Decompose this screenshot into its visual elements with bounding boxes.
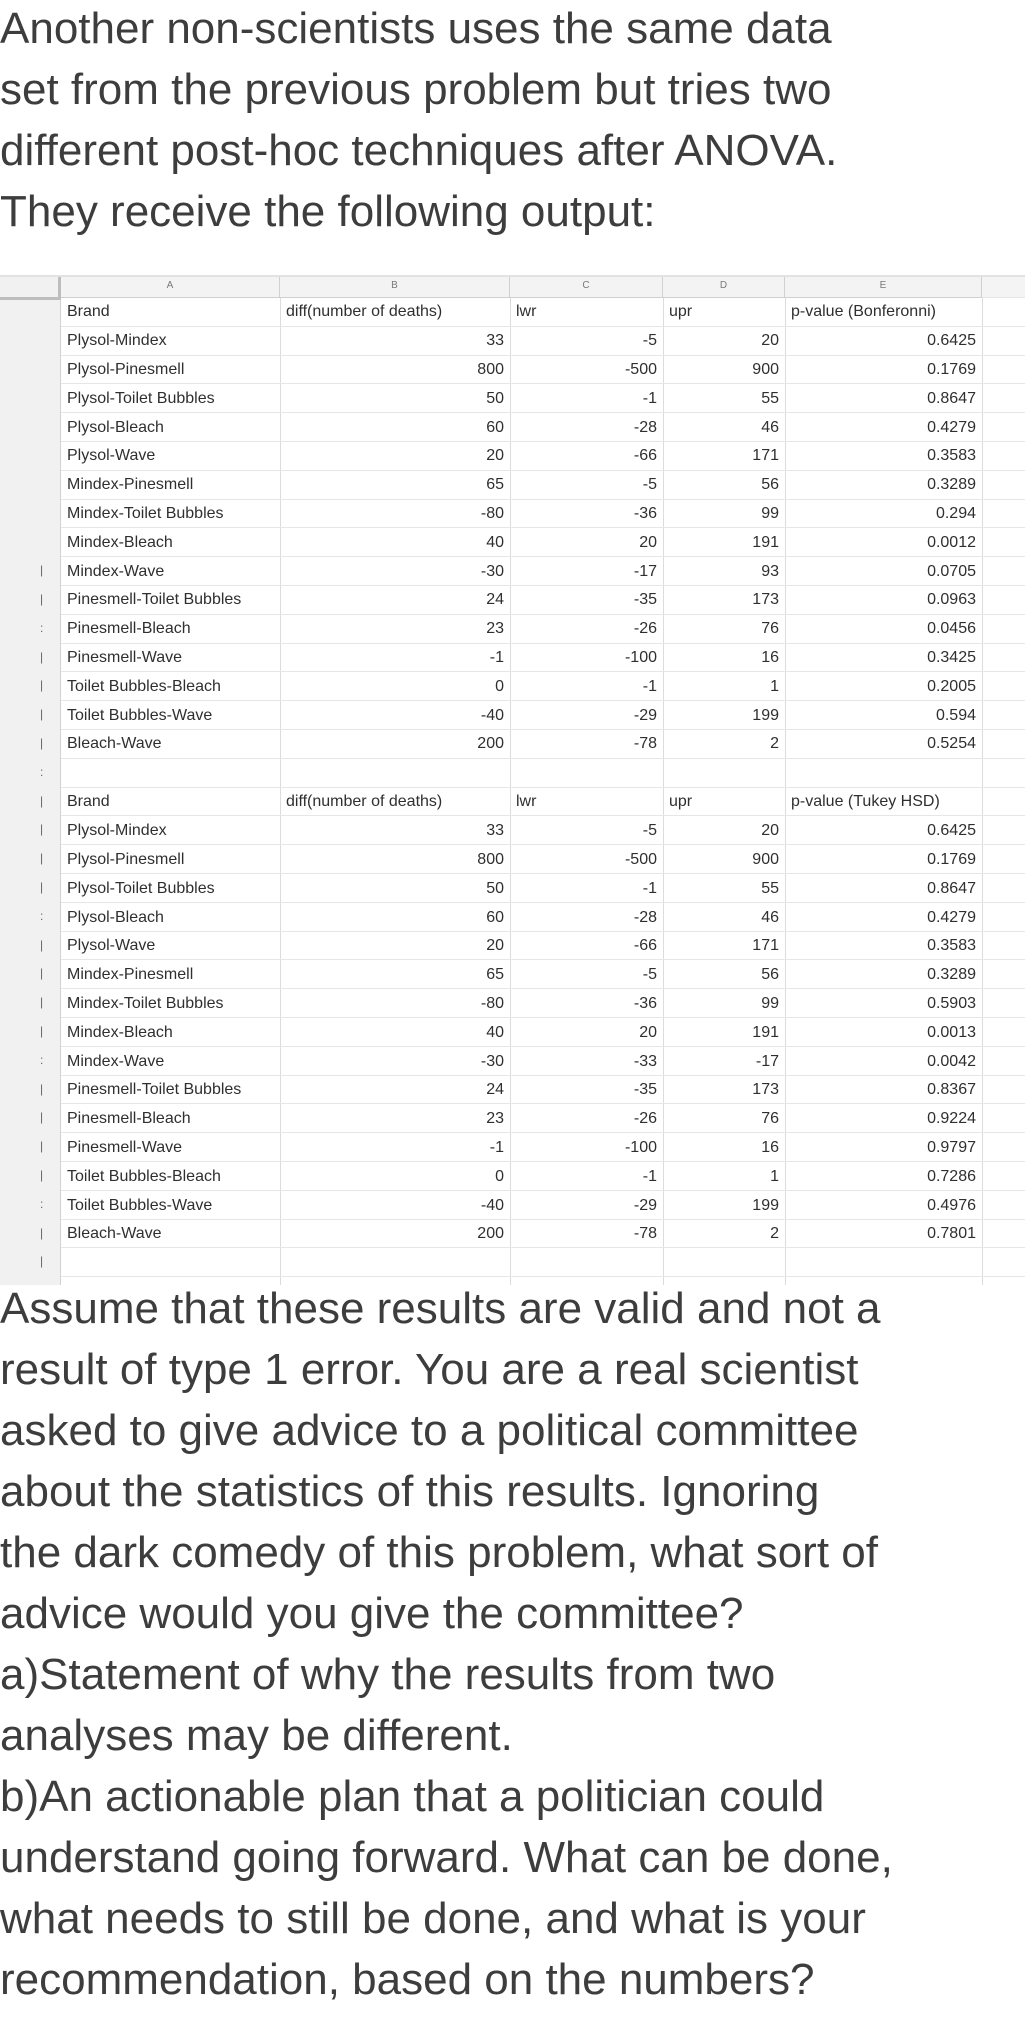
value-cell[interactable]: 173 bbox=[752, 1081, 779, 1099]
value-cell[interactable]: -17 bbox=[755, 1052, 779, 1070]
table-row bbox=[61, 442, 982, 471]
question-line: the dark comedy of this problem, what sort of bbox=[0, 1528, 878, 1577]
value-cell[interactable]: 0 bbox=[495, 1167, 504, 1185]
value-cell[interactable]: 20 bbox=[761, 822, 779, 840]
header-cell[interactable]: p-value (Bonferonni) bbox=[791, 303, 936, 321]
table-row bbox=[61, 1134, 982, 1163]
value-cell[interactable]: 0.0456 bbox=[927, 620, 976, 638]
value-cell[interactable]: 800 bbox=[477, 850, 504, 868]
brand-pair-cell[interactable]: Toilet Bubbles-Bleach bbox=[67, 1167, 221, 1185]
table-row bbox=[61, 615, 982, 644]
value-cell[interactable]: -36 bbox=[633, 504, 657, 522]
value-cell[interactable]: 65 bbox=[486, 476, 504, 494]
table-row bbox=[61, 644, 982, 673]
brand-pair-cell[interactable]: Mindex-Toilet Bubbles bbox=[67, 994, 224, 1012]
value-cell[interactable]: 65 bbox=[486, 966, 504, 984]
brand-pair-cell[interactable]: Mindex-Bleach bbox=[67, 1023, 173, 1041]
question-line: understand going forward. What can be done, bbox=[0, 1833, 893, 1882]
value-cell[interactable]: 33 bbox=[486, 822, 504, 840]
value-cell[interactable]: -66 bbox=[633, 937, 657, 955]
question-paragraph bbox=[0, 1278, 1025, 2010]
header-cell[interactable]: diff(number of deaths) bbox=[286, 793, 443, 811]
header-cell[interactable]: Brand bbox=[67, 303, 110, 321]
value-cell[interactable]: -35 bbox=[633, 591, 657, 609]
brand-pair-cell[interactable]: Plysol-Bleach bbox=[67, 418, 164, 436]
brand-pair-cell[interactable]: Bleach-Wave bbox=[67, 735, 162, 753]
table-row bbox=[61, 557, 982, 586]
value-cell[interactable]: 0.9224 bbox=[927, 1110, 976, 1128]
value-cell[interactable]: -17 bbox=[633, 562, 657, 580]
value-cell[interactable]: 16 bbox=[761, 648, 779, 666]
question-line: result of type 1 error. You are a real scientist bbox=[0, 1345, 859, 1394]
brand-pair-cell[interactable]: Pinesmell-Wave bbox=[67, 1138, 182, 1156]
table-row bbox=[61, 701, 982, 730]
value-cell[interactable]: 200 bbox=[477, 735, 504, 753]
value-cell[interactable]: -5 bbox=[642, 822, 657, 840]
value-cell[interactable]: -1 bbox=[642, 677, 657, 695]
value-cell[interactable]: 171 bbox=[752, 937, 779, 955]
value-cell[interactable]: -100 bbox=[624, 1138, 657, 1156]
table-row bbox=[61, 1191, 982, 1220]
header-cell[interactable]: upr bbox=[669, 303, 693, 321]
table-row bbox=[61, 730, 982, 759]
question-line: b)An actionable plan that a politician could bbox=[0, 1772, 825, 1821]
table-row bbox=[61, 1162, 982, 1191]
value-cell[interactable]: 20 bbox=[486, 937, 504, 955]
question-line: a)Statement of why the results from two bbox=[0, 1650, 776, 1699]
value-cell[interactable]: -40 bbox=[480, 1196, 504, 1214]
value-cell[interactable]: 24 bbox=[486, 591, 504, 609]
brand-pair-cell[interactable]: Pinesmell-Bleach bbox=[67, 1110, 191, 1128]
table-row bbox=[61, 903, 982, 932]
question-line: recommendation, based on the numbers? bbox=[0, 1955, 815, 2004]
value-cell[interactable]: 0.0042 bbox=[927, 1052, 976, 1070]
brand-pair-cell[interactable]: Plysol-Pinesmell bbox=[67, 850, 185, 868]
column-header-d[interactable]: D bbox=[663, 275, 785, 298]
value-cell[interactable]: 46 bbox=[761, 418, 779, 436]
row-number-gutter: | | : | | | | : | | | | : | | | | : | | | | : | | bbox=[0, 297, 61, 1285]
table-row bbox=[61, 413, 982, 442]
value-cell[interactable]: 20 bbox=[761, 332, 779, 350]
value-cell[interactable]: 33 bbox=[486, 332, 504, 350]
column-header-a[interactable]: A bbox=[61, 275, 280, 298]
value-cell[interactable]: -26 bbox=[633, 1110, 657, 1128]
header-row bbox=[61, 298, 982, 327]
value-cell[interactable]: 99 bbox=[761, 504, 779, 522]
value-cell[interactable]: 0.0012 bbox=[927, 533, 976, 551]
intro-line: Another non-scientists uses the same data bbox=[0, 4, 832, 53]
table-row bbox=[61, 990, 982, 1019]
value-cell[interactable]: 171 bbox=[752, 447, 779, 465]
brand-pair-cell[interactable]: Mindex-Pinesmell bbox=[67, 966, 194, 984]
value-cell[interactable]: -100 bbox=[624, 648, 657, 666]
value-cell[interactable]: 55 bbox=[761, 879, 779, 897]
value-cell[interactable]: 900 bbox=[752, 850, 779, 868]
value-cell[interactable]: -29 bbox=[633, 706, 657, 724]
header-cell[interactable]: p-value (Tukey HSD) bbox=[791, 793, 940, 811]
value-cell[interactable]: 93 bbox=[761, 562, 779, 580]
value-cell[interactable]: 191 bbox=[752, 533, 779, 551]
table-row bbox=[61, 586, 982, 615]
value-cell[interactable]: 173 bbox=[752, 591, 779, 609]
value-cell[interactable]: 0.6425 bbox=[927, 822, 976, 840]
brand-pair-cell[interactable]: Plysol-Mindex bbox=[67, 332, 167, 350]
table-row bbox=[61, 874, 982, 903]
header-cell[interactable]: diff(number of deaths) bbox=[286, 303, 443, 321]
value-cell[interactable]: 1 bbox=[770, 677, 779, 695]
value-cell[interactable]: 56 bbox=[761, 476, 779, 494]
value-cell[interactable]: -80 bbox=[480, 994, 504, 1012]
value-cell[interactable]: 0.0013 bbox=[927, 1023, 976, 1041]
brand-pair-cell[interactable]: Pinesmell-Toilet Bubbles bbox=[67, 591, 242, 609]
brand-pair-cell[interactable]: Toilet Bubbles-Wave bbox=[67, 706, 213, 724]
value-cell[interactable]: 40 bbox=[486, 1023, 504, 1041]
value-cell[interactable]: 0.4279 bbox=[927, 418, 976, 436]
value-cell[interactable]: 24 bbox=[486, 1081, 504, 1099]
value-cell[interactable]: 800 bbox=[477, 360, 504, 378]
value-cell[interactable]: -66 bbox=[633, 447, 657, 465]
value-cell[interactable]: 0.5254 bbox=[927, 735, 976, 753]
table-row bbox=[61, 1047, 982, 1076]
brand-pair-cell[interactable]: Pinesmell-Toilet Bubbles bbox=[67, 1081, 242, 1099]
value-cell[interactable]: 55 bbox=[761, 389, 779, 407]
value-cell[interactable]: 0.6425 bbox=[927, 332, 976, 350]
column-header-e[interactable]: E bbox=[785, 275, 982, 298]
value-cell[interactable]: -5 bbox=[642, 476, 657, 494]
intro-line: They receive the following output: bbox=[0, 187, 656, 236]
value-cell[interactable]: -1 bbox=[489, 648, 504, 666]
header-cell[interactable]: lwr bbox=[516, 793, 537, 811]
value-cell[interactable]: 0.8367 bbox=[927, 1081, 976, 1099]
value-cell[interactable]: 20 bbox=[639, 533, 657, 551]
question-line: advice would you give the committee? bbox=[0, 1589, 744, 1638]
value-cell[interactable]: 0.8647 bbox=[927, 389, 976, 407]
value-cell[interactable]: -5 bbox=[642, 332, 657, 350]
value-cell[interactable]: 0.3425 bbox=[927, 648, 976, 666]
question-line: about the statistics of this results. Ignoring bbox=[0, 1467, 820, 1516]
value-cell[interactable]: 2 bbox=[770, 735, 779, 753]
question-line: what needs to still be done, and what is your bbox=[0, 1894, 866, 1943]
intro-paragraph bbox=[0, 0, 1025, 242]
value-cell[interactable]: 0 bbox=[495, 677, 504, 695]
value-cell[interactable]: 0.0963 bbox=[927, 591, 976, 609]
value-cell[interactable]: 199 bbox=[752, 706, 779, 724]
brand-pair-cell[interactable]: Mindex-Pinesmell bbox=[67, 476, 194, 494]
select-all-corner[interactable] bbox=[0, 275, 61, 300]
table-row bbox=[61, 672, 982, 701]
value-cell[interactable]: 76 bbox=[761, 620, 779, 638]
value-cell[interactable]: -36 bbox=[633, 994, 657, 1012]
value-cell[interactable]: -33 bbox=[633, 1052, 657, 1070]
value-cell[interactable]: 191 bbox=[752, 1023, 779, 1041]
value-cell[interactable]: 200 bbox=[477, 1225, 504, 1243]
value-cell[interactable]: 0.3289 bbox=[927, 476, 976, 494]
table-row bbox=[61, 1220, 982, 1249]
value-cell[interactable]: 50 bbox=[486, 389, 504, 407]
value-cell[interactable]: 16 bbox=[761, 1138, 779, 1156]
table-row bbox=[61, 1018, 982, 1047]
table-row bbox=[61, 1076, 982, 1105]
header-cell[interactable]: lwr bbox=[516, 303, 537, 321]
table-row bbox=[61, 384, 982, 413]
column-header-c[interactable]: C bbox=[510, 275, 663, 298]
brand-pair-cell[interactable]: Bleach-Wave bbox=[67, 1225, 162, 1243]
table-row bbox=[61, 356, 982, 385]
value-cell[interactable]: 20 bbox=[486, 447, 504, 465]
table-row bbox=[61, 471, 982, 500]
value-cell[interactable]: 0.294 bbox=[935, 504, 976, 522]
brand-pair-cell[interactable]: Plysol-Toilet Bubbles bbox=[67, 879, 215, 897]
value-cell[interactable]: -29 bbox=[633, 1196, 657, 1214]
value-cell[interactable]: -1 bbox=[642, 1167, 657, 1185]
brand-pair-cell[interactable]: Mindex-Toilet Bubbles bbox=[67, 504, 224, 522]
brand-pair-cell[interactable]: Plysol-Wave bbox=[67, 447, 156, 465]
value-cell[interactable]: 0.2005 bbox=[927, 677, 976, 695]
value-cell[interactable]: 0.3583 bbox=[927, 447, 976, 465]
brand-pair-cell[interactable]: Toilet Bubbles-Wave bbox=[67, 1196, 213, 1214]
value-cell[interactable]: 0.7286 bbox=[927, 1167, 976, 1185]
value-cell[interactable]: -1 bbox=[642, 879, 657, 897]
table-row bbox=[61, 932, 982, 961]
value-cell[interactable]: 2 bbox=[770, 1225, 779, 1243]
question-line: analyses may be different. bbox=[0, 1711, 513, 1760]
table-row bbox=[61, 500, 982, 529]
header-row bbox=[61, 788, 982, 817]
value-cell[interactable]: 0.4976 bbox=[927, 1196, 976, 1214]
value-cell[interactable]: 56 bbox=[761, 966, 779, 984]
brand-pair-cell[interactable]: Mindex-Bleach bbox=[67, 533, 173, 551]
intro-line: set from the previous problem but tries two bbox=[0, 65, 832, 114]
header-cell[interactable]: upr bbox=[669, 793, 693, 811]
question-line: Assume that these results are valid and not a bbox=[0, 1284, 881, 1333]
brand-pair-cell[interactable]: Pinesmell-Bleach bbox=[67, 620, 191, 638]
value-cell[interactable]: -78 bbox=[633, 1225, 657, 1243]
value-cell[interactable]: 50 bbox=[486, 879, 504, 897]
value-cell[interactable]: 23 bbox=[486, 1110, 504, 1128]
value-cell[interactable]: -35 bbox=[633, 1081, 657, 1099]
column-header-b[interactable]: B bbox=[280, 275, 510, 298]
value-cell[interactable]: -26 bbox=[633, 620, 657, 638]
value-cell[interactable]: 20 bbox=[639, 1023, 657, 1041]
value-cell[interactable]: -28 bbox=[633, 418, 657, 436]
brand-pair-cell[interactable]: Plysol-Mindex bbox=[67, 822, 167, 840]
value-cell[interactable]: -80 bbox=[480, 504, 504, 522]
table-row bbox=[61, 961, 982, 990]
value-cell[interactable]: -1 bbox=[642, 389, 657, 407]
table-row bbox=[61, 846, 982, 875]
brand-pair-cell[interactable]: Plysol-Toilet Bubbles bbox=[67, 389, 215, 407]
value-cell[interactable]: 60 bbox=[486, 908, 504, 926]
value-cell[interactable]: 0.8647 bbox=[927, 879, 976, 897]
value-cell[interactable]: 0.594 bbox=[935, 706, 976, 724]
value-cell[interactable]: -40 bbox=[480, 706, 504, 724]
value-cell[interactable]: 0.3289 bbox=[927, 966, 976, 984]
value-cell[interactable]: 76 bbox=[761, 1110, 779, 1128]
value-cell[interactable]: 0.0705 bbox=[927, 562, 976, 580]
value-cell[interactable]: -78 bbox=[633, 735, 657, 753]
tukey-table bbox=[61, 788, 982, 1249]
value-cell[interactable]: 0.4279 bbox=[927, 908, 976, 926]
header-cell[interactable]: Brand bbox=[67, 793, 110, 811]
brand-pair-cell[interactable]: Toilet Bubbles-Bleach bbox=[67, 677, 221, 695]
value-cell[interactable]: -500 bbox=[624, 850, 657, 868]
value-cell[interactable]: 199 bbox=[752, 1196, 779, 1214]
value-cell[interactable]: 0.9797 bbox=[927, 1138, 976, 1156]
brand-pair-cell[interactable]: Mindex-Wave bbox=[67, 562, 165, 580]
brand-pair-cell[interactable]: Pinesmell-Wave bbox=[67, 648, 182, 666]
value-cell[interactable]: -5 bbox=[642, 966, 657, 984]
value-cell[interactable]: 46 bbox=[761, 908, 779, 926]
question-line: asked to give advice to a political committee bbox=[0, 1406, 859, 1455]
value-cell[interactable]: 1 bbox=[770, 1167, 779, 1185]
value-cell[interactable]: 40 bbox=[486, 533, 504, 551]
value-cell[interactable]: 0.1769 bbox=[927, 360, 976, 378]
value-cell[interactable]: 0.7801 bbox=[927, 1225, 976, 1243]
brand-pair-cell[interactable]: Plysol-Pinesmell bbox=[67, 360, 185, 378]
value-cell[interactable]: 23 bbox=[486, 620, 504, 638]
table-row bbox=[61, 817, 982, 846]
value-cell[interactable]: -28 bbox=[633, 908, 657, 926]
value-cell[interactable]: 0.5903 bbox=[927, 994, 976, 1012]
value-cell[interactable]: 0.1769 bbox=[927, 850, 976, 868]
intro-line: different post-hoc techniques after ANOVA. bbox=[0, 126, 838, 175]
brand-pair-cell[interactable]: Plysol-Bleach bbox=[67, 908, 164, 926]
table-row bbox=[61, 528, 982, 557]
table-row bbox=[61, 1105, 982, 1134]
value-cell[interactable]: -30 bbox=[480, 1052, 504, 1070]
value-cell[interactable]: 0.3583 bbox=[927, 937, 976, 955]
value-cell[interactable]: -30 bbox=[480, 562, 504, 580]
brand-pair-cell[interactable]: Plysol-Wave bbox=[67, 937, 156, 955]
value-cell[interactable]: -500 bbox=[624, 360, 657, 378]
bonferroni-table bbox=[61, 298, 982, 759]
value-cell[interactable]: -1 bbox=[489, 1138, 504, 1156]
value-cell[interactable]: 99 bbox=[761, 994, 779, 1012]
value-cell[interactable]: 60 bbox=[486, 418, 504, 436]
table-row bbox=[61, 327, 982, 356]
brand-pair-cell[interactable]: Mindex-Wave bbox=[67, 1052, 165, 1070]
value-cell[interactable]: 900 bbox=[752, 360, 779, 378]
